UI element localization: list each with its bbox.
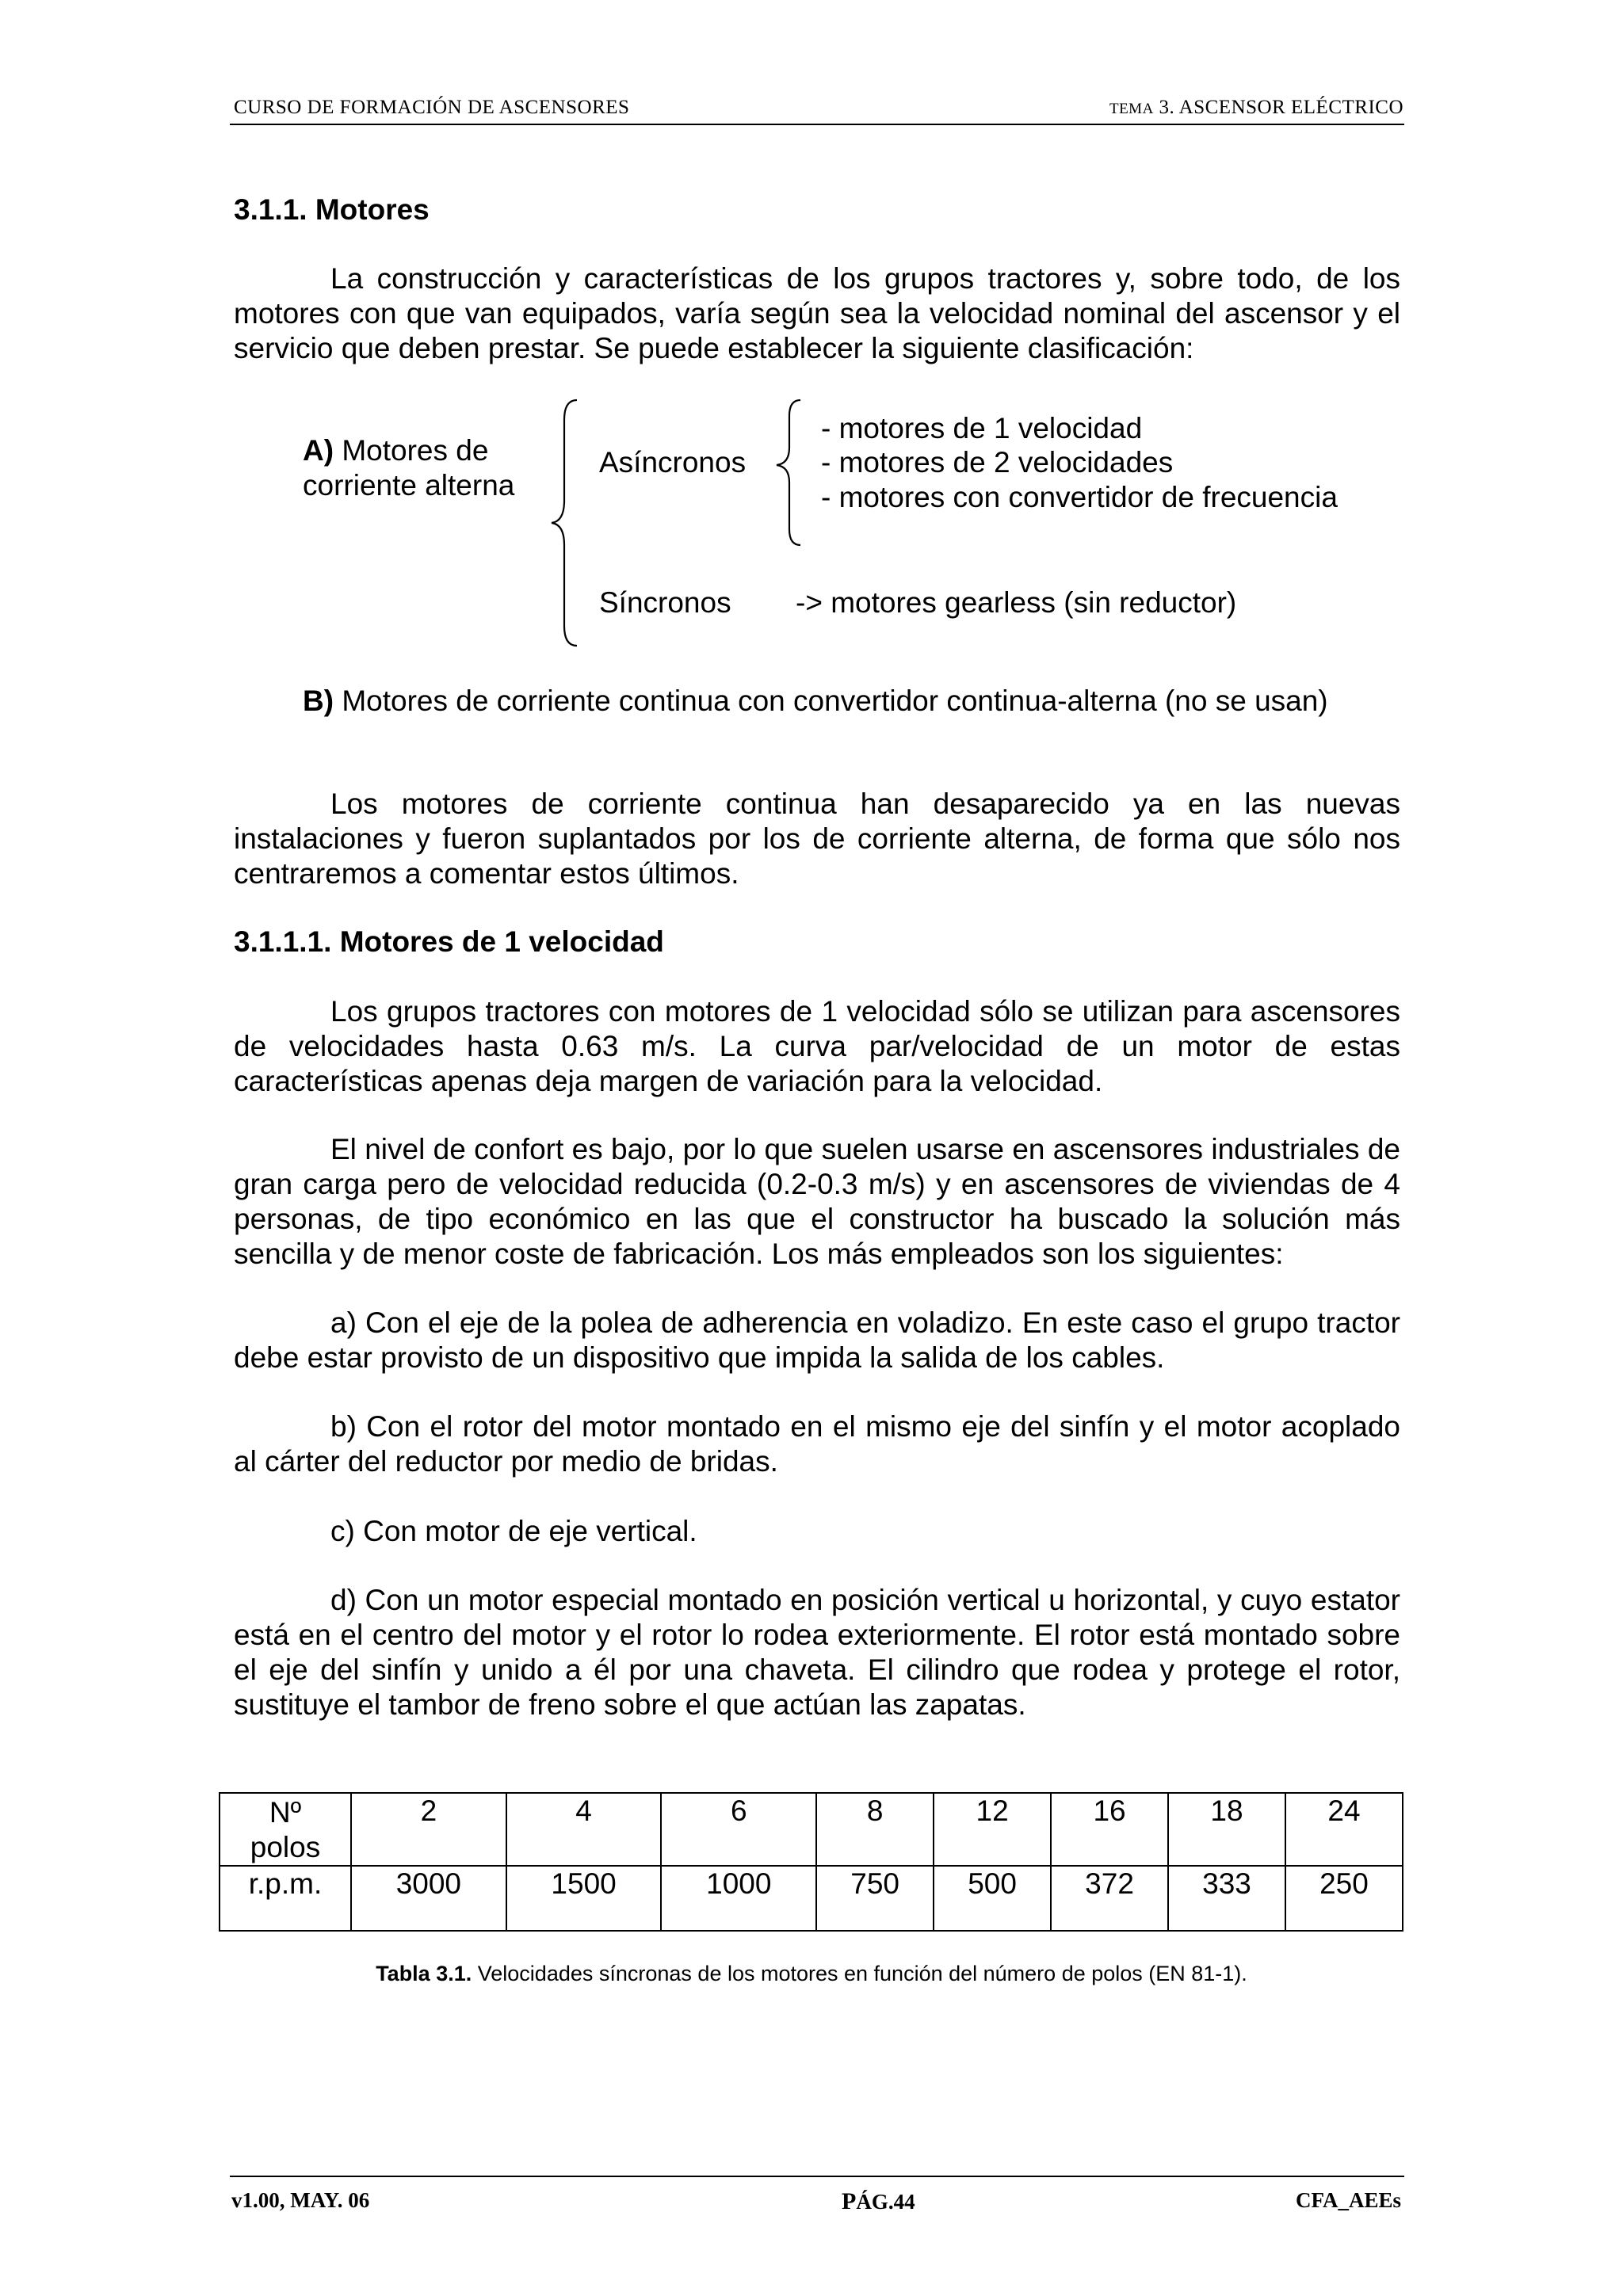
header-chapter: 3. ASCENSOR ELÉCTRICO xyxy=(1159,97,1403,118)
small-brace xyxy=(777,400,800,545)
table-cell: 4 xyxy=(506,1793,662,1866)
table-caption: Tabla 3.1. Velocidades síncronas de los motores en función del número de polos (EN 81-1). xyxy=(376,1962,1247,1985)
running-header-left: CURSO DE FORMACIÓN DE ASCENSORES xyxy=(234,97,630,118)
table-cell: 500 xyxy=(934,1866,1051,1931)
table-cell: 372 xyxy=(1051,1866,1168,1931)
footer-version: v1.00, MAY. 06 xyxy=(231,2188,370,2212)
class-a-line1: A) Motores de xyxy=(303,434,489,467)
table-cell: 18 xyxy=(1168,1793,1285,1866)
table-cell: 1000 xyxy=(661,1866,816,1931)
option-a: a) Con el eje de la polea de adherencia en voladizo. En este caso el grupo tractor debe estar provisto de un dispositivo que impida la salida de los cables. xyxy=(234,1306,1400,1374)
table-cell: 6 xyxy=(661,1793,816,1866)
table-row-rpm xyxy=(220,1866,1403,1931)
option-b: b) Con el rotor del motor montado en el mismo eje del sinfín y el motor acoplado al cárter del reductor por medio de bridas. xyxy=(234,1410,1400,1478)
big-brace xyxy=(552,400,577,646)
option-d: d) Con un motor especial montado en posición vertical u horizontal, y cuyo estator está en el centro del motor y el rotor lo rodea exteriormente. El rotor está montado sobre el eje del sinfín y unido a él por una chaveta. El cilindro que rodea y protege el rotor, sustituye el tambor de freno sobre el que actúan las zapatas. xyxy=(234,1584,1400,1721)
continua-paragraph: Los motores de corriente continua han desaparecido ya en las nuevas instalaciones y fueron suplantados por los de corriente alterna, de forma que sólo nos centraremos a comentar estos últimos. xyxy=(234,788,1400,890)
sincronos-label: Síncronos xyxy=(599,586,731,619)
footer-rule xyxy=(230,2176,1404,2177)
table-cell-label: Nº polos xyxy=(220,1793,351,1866)
table-cell: 2 xyxy=(351,1793,506,1866)
header-tema: TEMA xyxy=(1109,101,1154,117)
table-cell: 750 xyxy=(816,1866,934,1931)
table-cell: 24 xyxy=(1285,1793,1403,1866)
subsection-p1: Los grupos tractores con motores de 1 velocidad sólo se utilizan para ascensores de velocidades hasta 0.63 m/s. La curva par/velocidad de un motor de estas características apenas deja margen de variación para la velocidad. xyxy=(234,995,1400,1097)
footer-page: PÁG.44 xyxy=(842,2188,915,2214)
class-a-line2: corriente alterna xyxy=(303,469,515,502)
table-cell: 16 xyxy=(1051,1793,1168,1866)
sincronos-item: -> motores gearless (sin reductor) xyxy=(796,586,1237,619)
table-cell: 8 xyxy=(816,1793,934,1866)
subsection-p2: El nivel de confort es bajo, por lo que suelen usarse en ascensores industriales de gran carga pero de velocidad reducida (0.2-0.3 m/s) y en ascensores de viviendas de 4 personas, de tipo económico en las que el constructor ha buscado la solución más sencilla y de menor coste de fabricación. Los más empleados son los siguientes: xyxy=(234,1133,1400,1270)
table-cell-label: r.p.m. xyxy=(220,1866,351,1931)
table-cell: 3000 xyxy=(351,1866,506,1931)
table-row-poles xyxy=(220,1793,1403,1866)
class-b: B) Motores de corriente continua con convertidor continua-alterna (no se usan) xyxy=(303,685,1328,717)
table-cell: 12 xyxy=(934,1793,1051,1866)
intro-paragraph: La construcción y características de los grupos tractores y, sobre todo, de los motores con que van equipados, varía según sea la velocidad nominal del ascensor y el servicio que deben prestar. Se puede establecer la siguiente clasificación: xyxy=(234,262,1400,364)
table-cell: 250 xyxy=(1285,1866,1403,1931)
section-title: 3.1.1. Motores xyxy=(234,193,430,226)
table-cell: 333 xyxy=(1168,1866,1285,1931)
option-c: c) Con motor de eje vertical. xyxy=(330,1515,697,1547)
asincronos-item-1: - motores de 1 velocidad xyxy=(821,412,1143,444)
asincronos-item-2: - motores de 2 velocidades xyxy=(821,446,1174,479)
poles-rpm-table xyxy=(219,1792,1403,1932)
subsection-title: 3.1.1.1. Motores de 1 velocidad xyxy=(234,925,664,958)
asincronos-item-3: - motores con convertidor de frecuencia xyxy=(821,481,1338,513)
asincronos-label: Asíncronos xyxy=(599,446,747,479)
table-cell: 1500 xyxy=(506,1866,662,1931)
footer-code: CFA_AEEs xyxy=(1295,2188,1401,2212)
